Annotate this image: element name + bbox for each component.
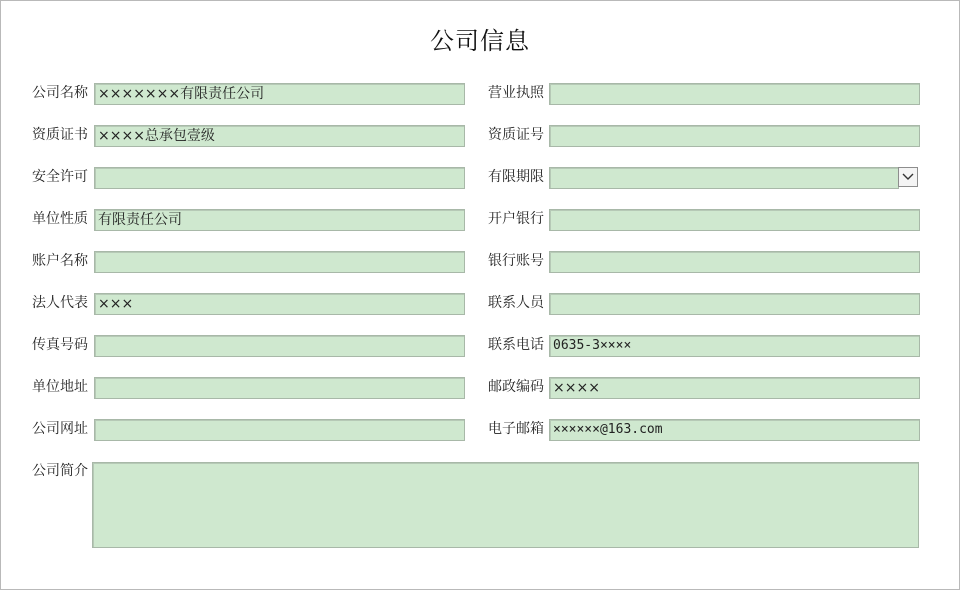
- account-name-field[interactable]: [94, 251, 465, 273]
- validity-period-dropdown-button[interactable]: [898, 167, 918, 187]
- entity-type-label: 单位性质: [32, 211, 88, 227]
- postcode-label: 邮政编码: [488, 379, 544, 395]
- profile-textarea[interactable]: [92, 462, 919, 548]
- qualification-no-field[interactable]: [549, 125, 920, 147]
- bank-account-label: 银行账号: [488, 253, 544, 269]
- legal-rep-label: 法人代表: [32, 295, 88, 311]
- qualification-cert-field[interactable]: ××××总承包壹级: [94, 125, 465, 147]
- page-title: 公司信息: [430, 27, 530, 55]
- safety-permit-field[interactable]: [94, 167, 465, 189]
- bank-name-field[interactable]: [549, 209, 920, 231]
- bank-name-label: 开户银行: [488, 211, 544, 227]
- address-label: 单位地址: [32, 379, 88, 395]
- business-license-label: 营业执照: [488, 85, 544, 101]
- chevron-down-icon: [902, 173, 914, 181]
- address-field[interactable]: [94, 377, 465, 399]
- phone-field[interactable]: 0635-3××××: [549, 335, 920, 357]
- email-field[interactable]: ××××××@163.com: [549, 419, 920, 441]
- profile-label: 公司简介: [32, 463, 88, 479]
- fax-label: 传真号码: [32, 337, 88, 353]
- legal-rep-field[interactable]: ×××: [94, 293, 465, 315]
- website-field[interactable]: [94, 419, 465, 441]
- qualification-no-label: 资质证号: [488, 127, 544, 143]
- company-name-label: 公司名称: [32, 85, 88, 101]
- qualification-cert-label: 资质证书: [32, 127, 88, 143]
- postcode-field[interactable]: ××××: [549, 377, 920, 399]
- business-license-field[interactable]: [549, 83, 920, 105]
- account-name-label: 账户名称: [32, 253, 88, 269]
- website-label: 公司网址: [32, 421, 88, 437]
- company-name-field[interactable]: ×××××××有限责任公司: [94, 83, 465, 105]
- fax-field[interactable]: [94, 335, 465, 357]
- safety-permit-label: 安全许可: [32, 169, 88, 185]
- bank-account-field[interactable]: [549, 251, 920, 273]
- contact-person-label: 联系人员: [488, 295, 544, 311]
- validity-period-label: 有限期限: [488, 169, 544, 185]
- contact-person-field[interactable]: [549, 293, 920, 315]
- phone-label: 联系电话: [488, 337, 544, 353]
- entity-type-field[interactable]: 有限责任公司: [94, 209, 465, 231]
- validity-period-field[interactable]: [549, 167, 899, 189]
- email-label: 电子邮箱: [488, 421, 544, 437]
